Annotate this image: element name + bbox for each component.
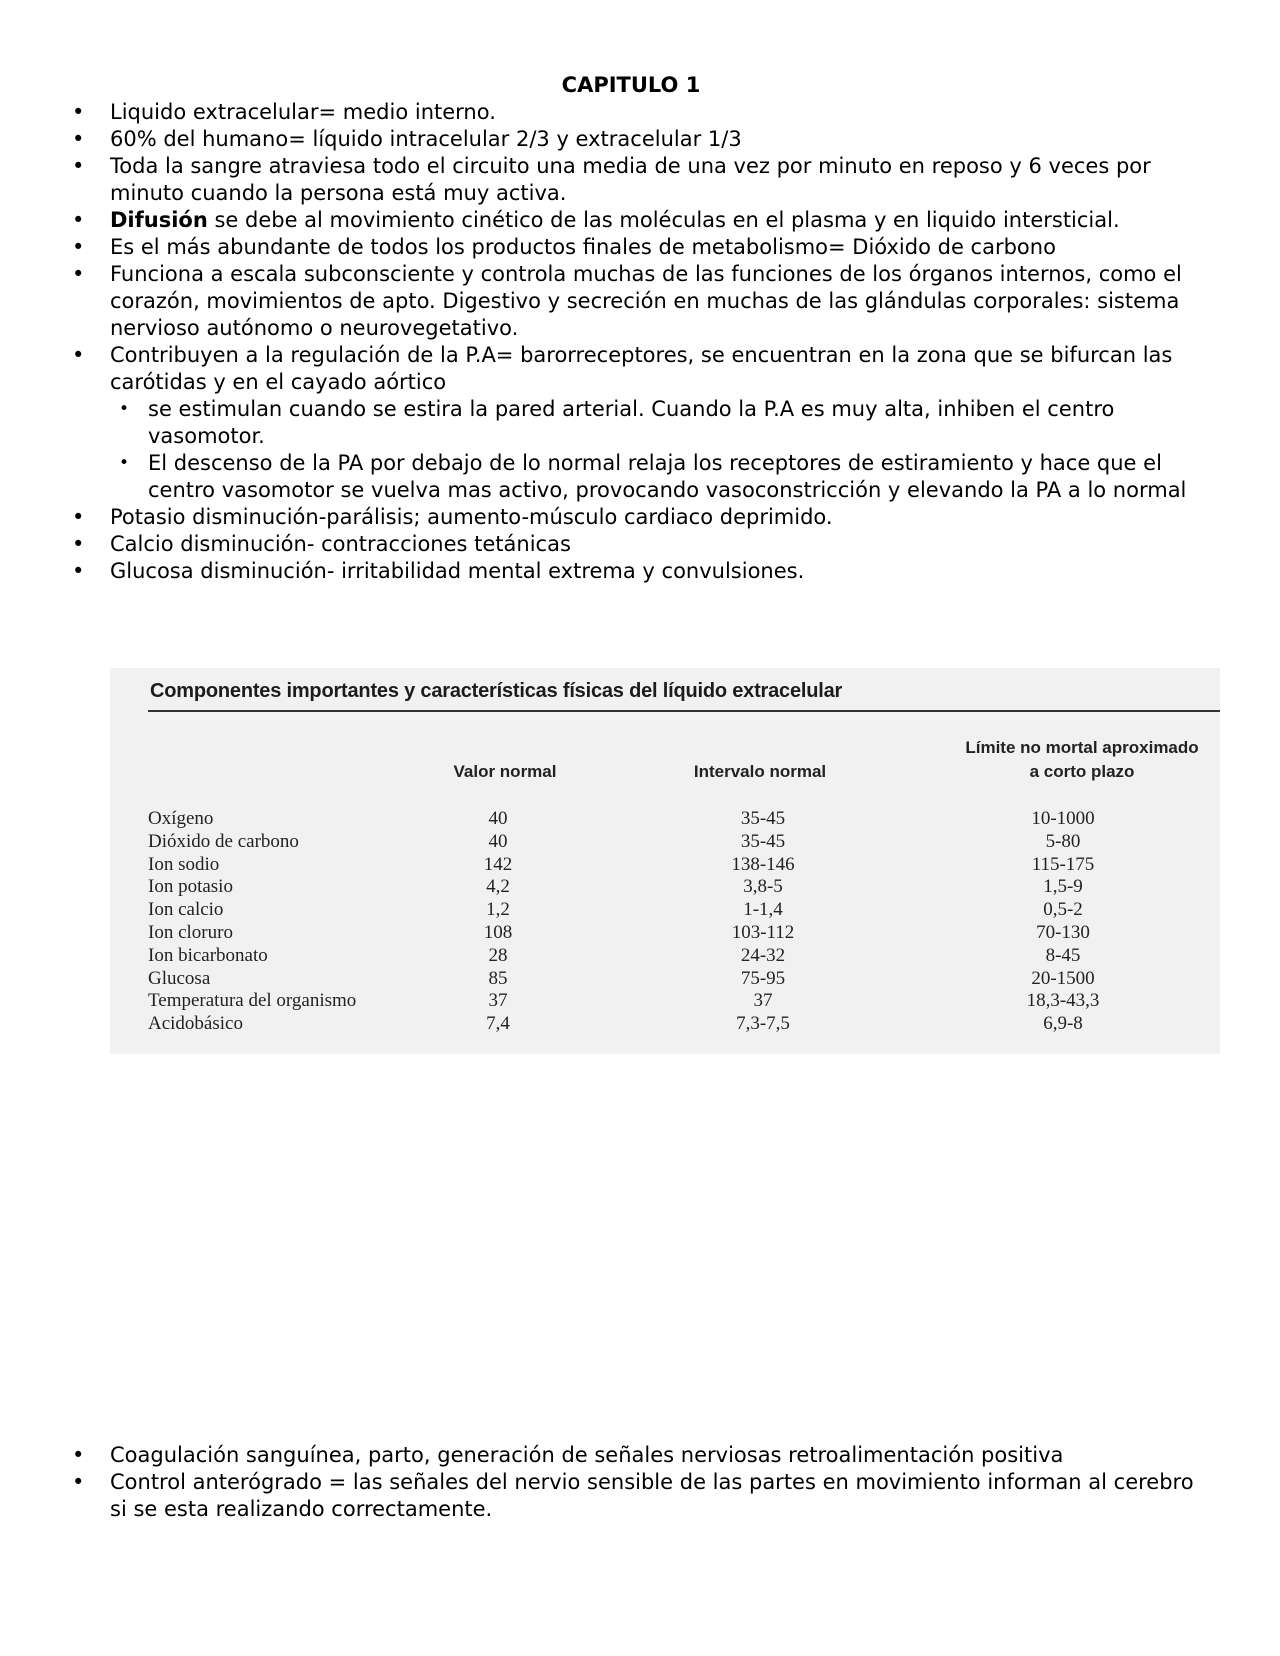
cell-parameter: Ion bicarbonato [148, 944, 268, 966]
bullet-item [0, 207, 1200, 234]
bullet-text: se debe al movimiento cinético de las moléculas en el plasma y en liquido intersticial. [207, 208, 1120, 232]
cell-normal-range: 3,8-5 [743, 876, 783, 898]
table-row [148, 831, 1128, 854]
cell-normal-value: 40 [488, 808, 508, 829]
bullet-item: • Calcio disminución- contracciones tetánicas [0, 531, 1200, 558]
bullet-item: • Liquido extracelular= medio interno. [0, 99, 1200, 126]
cell-limit: 115-175 [1031, 853, 1095, 875]
cell-spacer [823, 1013, 998, 1036]
table-row [148, 1013, 1128, 1036]
cell-spacer [548, 990, 703, 1013]
table-row [148, 922, 1128, 945]
cell-spacer [548, 1013, 703, 1036]
cell-spacer [823, 854, 998, 877]
table-row [148, 854, 1128, 877]
cell-limit: 70-130 [1036, 921, 1090, 943]
cell-spacer [823, 831, 998, 854]
table-row [148, 876, 1128, 899]
column-header-limit [952, 736, 1212, 784]
cell-normal-range: 35-45 [740, 830, 786, 852]
cell-normal-range: 35-45 [740, 808, 786, 829]
cell-limit: 10-1000 [1031, 808, 1095, 829]
scanned-table-image [110, 668, 1220, 1054]
cell-limit: 0,5-2 [1043, 899, 1083, 921]
cell-limit: 8-45 [1045, 944, 1081, 966]
cell-normal-range: 75-95 [740, 967, 786, 989]
table-row [148, 968, 1128, 991]
cell-normal-value: 7,4 [486, 1013, 510, 1035]
cell-spacer [548, 922, 703, 945]
cell-parameter: Oxígeno [148, 808, 214, 829]
cell-normal-range: 1-1,4 [743, 899, 783, 921]
bottom-bullet-list [0, 1442, 1200, 1523]
cell-parameter: Ion sodio [148, 853, 220, 875]
cell-normal-value: 40 [488, 830, 508, 852]
cell-limit: 5-80 [1045, 830, 1081, 852]
cell-parameter: Ion cloruro [148, 921, 233, 943]
cell-parameter: Acidobásico [148, 1013, 243, 1035]
cell-spacer [548, 945, 703, 968]
cell-parameter: Dióxido de carbono [148, 830, 299, 852]
bold-term: Difusión [110, 208, 208, 232]
sub-bullet-item: • se estimulan cuando se estira la pared arterial. Cuando la P.A es muy alta, inhiben el centro vasomotor. [110, 396, 1200, 450]
column-header-normal-value: Valor normal [453, 762, 557, 781]
bullet-item: • Potasio disminución-parálisis; aumento-músculo cardiaco deprimido. [0, 504, 1200, 531]
cell-normal-range: 103-112 [731, 921, 795, 943]
bullet-item: • Glucosa disminución- irritabilidad mental extrema y convulsiones. [0, 558, 1200, 585]
cell-parameter: Temperatura del organismo [148, 990, 357, 1012]
bullet-item: • Toda la sangre atraviesa todo el circuito una media de una vez por minuto en reposo y 6 veces por minuto cuando la persona está muy activa. [0, 153, 1200, 207]
bullet-item: • Control anterógrado = las señales del nervio sensible de las partes en movimiento informan al cerebro si se esta realizando correctamente. [0, 1469, 1200, 1523]
sub-bullet-list [110, 396, 1200, 504]
cell-spacer [548, 831, 703, 854]
cell-parameter: Glucosa [148, 967, 211, 989]
cell-spacer [823, 968, 998, 991]
column-header-normal-range: Intervalo normal [693, 762, 827, 781]
cell-spacer [823, 808, 998, 831]
cell-normal-value: 85 [488, 967, 508, 989]
cell-spacer [548, 968, 703, 991]
cell-normal-value: 37 [488, 990, 508, 1012]
cell-spacer [548, 808, 703, 831]
cell-limit: 6,9-8 [1043, 1013, 1083, 1035]
cell-limit: 20-1500 [1031, 967, 1095, 989]
page-title: CAPITULO 1 [561, 73, 701, 97]
cell-parameter: Ion calcio [148, 899, 224, 921]
cell-spacer [823, 945, 998, 968]
cell-normal-value: 4,2 [486, 876, 510, 898]
cell-spacer [823, 922, 998, 945]
main-bullet-list [0, 99, 1200, 585]
cell-normal-range: 7,3-7,5 [736, 1013, 790, 1035]
cell-spacer [548, 899, 703, 922]
column-header-limit-line2: a corto plazo [1029, 762, 1135, 781]
cell-normal-value: 28 [488, 944, 508, 966]
cell-spacer [548, 876, 703, 899]
table-row [148, 990, 1128, 1013]
cell-spacer [548, 854, 703, 877]
table-row [148, 899, 1128, 922]
bullet-item: • Coagulación sanguínea, parto, generación de señales nerviosas retroalimentación positiva [0, 1442, 1200, 1469]
table-title: Componentes importantes y características físicas del líquido extracelular [150, 680, 843, 702]
cell-normal-range: 24-32 [740, 944, 786, 966]
sub-bullet-item: • El descenso de la PA por debajo de lo normal relaja los receptores de estiramiento y hace que el centro vasomotor se vuelva mas activo, provocando vasoconstricción y elevando la PA a lo normal [110, 450, 1200, 504]
cell-normal-value: 142 [483, 853, 513, 875]
cell-normal-value: 1,2 [486, 899, 510, 921]
bullet-item [0, 342, 1200, 504]
cell-spacer [823, 876, 998, 899]
cell-limit: 18,3-43,3 [1026, 990, 1100, 1012]
bullet-text: Contribuyen a la regulación de la P.A= barorreceptores, se encuentran en la zona que se bifurcan las carótidas y en el cayado aórtico [110, 343, 1173, 394]
bullet-item: • Funciona a escala subconsciente y controla muchas de las funciones de los órganos internos, como el corazón, movimientos de apto. Digestivo y secreción en muchas de las glándulas corporales: sistema nervioso autónomo o neurovegetativo. [0, 261, 1200, 342]
cell-parameter: Ion potasio [148, 876, 233, 898]
cell-spacer [823, 990, 998, 1013]
cell-normal-value: 108 [483, 921, 513, 943]
column-header-limit-line1: Límite no mortal aproximado [965, 738, 1199, 757]
cell-normal-range: 138-146 [731, 853, 795, 875]
table-row [148, 808, 1128, 831]
table-divider [148, 710, 1220, 712]
bullet-item: • 60% del humano= líquido intracelular 2/3 y extracelular 1/3 [0, 126, 1200, 153]
values-table [148, 808, 1128, 1036]
bullet-item: • Es el más abundante de todos los productos finales de metabolismo= Dióxido de carbono [0, 234, 1200, 261]
cell-normal-range: 37 [753, 990, 773, 1012]
cell-spacer [823, 899, 998, 922]
table-row [148, 945, 1128, 968]
cell-limit: 1,5-9 [1043, 876, 1083, 898]
